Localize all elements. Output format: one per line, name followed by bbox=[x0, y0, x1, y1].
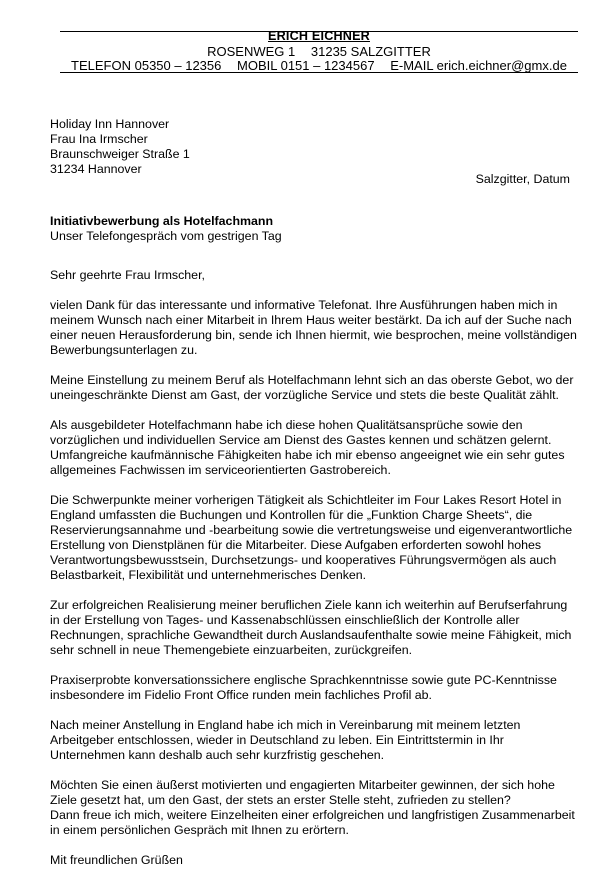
sender-email: E-MAIL erich.eichner@gmx.de bbox=[390, 58, 567, 73]
paragraph-intro: vielen Dank für das interessante und informative Telefonat. Ihre Ausführungen haben mich in meinem Wunsch nach einer Mitarbeit in Ihrem Haus weiter bestärkt. Da ich auf der Suche nach einer neuen Herausforderung bin, sende ich Ihnen hiermit, wie besprochen, meine vollständigen Bewerbungsunterlagen zu. bbox=[50, 298, 577, 357]
recipient-city: 31234 Hannover bbox=[50, 162, 142, 176]
closing-greeting: Mit freundlichen Grüßen bbox=[50, 853, 183, 867]
paragraph-languages: Praxiserprobte konversationssichere englische Sprachkenntnisse sowie gute PC-Kenntnisse insbesondere im Fidelio Front Office runden mein fachliches Profil ab. bbox=[50, 673, 557, 702]
closing-invitation: Dann freue ich mich, weitere Einzelheiten einer erfolgreichen und langfristigen Zusammenarbeit in einem persönlichen Gespräch mit Ihnen zu erörtern. bbox=[50, 808, 575, 837]
paragraph-availability: Nach meiner Anstellung in England habe ich mich in Vereinbarung mit meinem letzten Arbeitgeber entschlossen, wieder in Deutschland zu leben. Ein Eintrittstermin in Ihr Unternehmen kann deshalb auch sehr kurzfristig geschehen. bbox=[50, 718, 521, 762]
paragraph-closing-pitch bbox=[50, 778, 580, 838]
recipient-street: Braunschweiger Straße 1 bbox=[50, 147, 190, 161]
subject-title: Initiativbewerbung als Hotelfachmann bbox=[50, 214, 274, 228]
paragraph-experience: Die Schwerpunkte meiner vorherigen Tätigkeit als Schichtleiter im Four Lakes Resort Hotel in England umfassten die Buchungen und Kontrollen für die „Funktion Charge Sheets“, die Reservierungsannahme und -bearbeitung sowie die vertretungsweise und eigenverantwortliche Erstellung von Dienstplänen für die Mitarbeiter. Diese Aufgaben erforderten sowohl hohes Verantwortungsbewusstsein, Durchsetzungs- und kooperatives Führungsvermögen als auch Belastbarkeit, Flexibilität und unternehmerisches Denken. bbox=[50, 493, 573, 582]
sender-street: ROSENWEG 1 bbox=[207, 44, 296, 59]
recipient-address bbox=[50, 117, 190, 177]
recipient-company: Holiday Inn Hannover bbox=[50, 117, 170, 131]
sender-contact bbox=[60, 58, 578, 73]
subject-block bbox=[50, 214, 282, 244]
recipient-person: Frau Ina Irmscher bbox=[50, 132, 148, 146]
letterhead-bottom-rule bbox=[60, 72, 578, 73]
closing-question: Möchten Sie einen äußerst motivierten und engagierten Mitarbeiter gewinnen, der sich hohe Ziele gesetzt hat, um den Gast, der stets an erster Stelle steht, zufrieden zu stellen? bbox=[50, 778, 555, 807]
sender-mobile: MOBIL 0151 – 1234567 bbox=[237, 58, 375, 73]
paragraph-qualification: Als ausgebildeter Hotelfachmann habe ich diese hohen Qualitätsansprüche sowie den vorzüglichen und individuellen Service am Dienst des Gastes kennen und schätzen gelernt. Umfangreiche kaufmännische Fähigkeiten habe ich mir ebenso angeeignet wie ein sehr gutes allgemeines Fachwissen im serviceorientierten Gastrobereich. bbox=[50, 418, 565, 477]
salutation: Sehr geehrte Frau Irmscher, bbox=[50, 268, 205, 282]
paragraph-skills: Zur erfolgreichen Realisierung meiner beruflichen Ziele kann ich weiterhin auf Berufserfahrung in der Erstellung von Tages- und Kassenabschlüssen einschließlich der Kontrolle aller Rechnungen, sprachliche Gewandtheit durch Auslandsaufenthalte sowie meine Fähigkeit, mich sehr schnell in neue Themengebiete einzuarbeiten, zurückgreifen. bbox=[50, 598, 572, 657]
sender-name: ERICH EICHNER bbox=[268, 29, 370, 43]
subject-reference: Unser Telefongespräch vom gestrigen Tag bbox=[50, 229, 282, 243]
sender-phone: TELEFON 05350 – 12356 bbox=[71, 58, 222, 73]
paragraph-attitude: Meine Einstellung zu meinem Beruf als Hotelfachmann lehnt sich an das oberste Gebot, wo der uneingeschränkte Dienst am Gast, der vorzügliche Service und stets die beste Qualität zählt. bbox=[50, 373, 574, 402]
place-date: Salzgitter, Datum bbox=[475, 172, 570, 186]
sender-city: 31235 SALZGITTER bbox=[310, 44, 431, 59]
letter-body bbox=[50, 268, 580, 883]
sender-address bbox=[60, 44, 578, 59]
